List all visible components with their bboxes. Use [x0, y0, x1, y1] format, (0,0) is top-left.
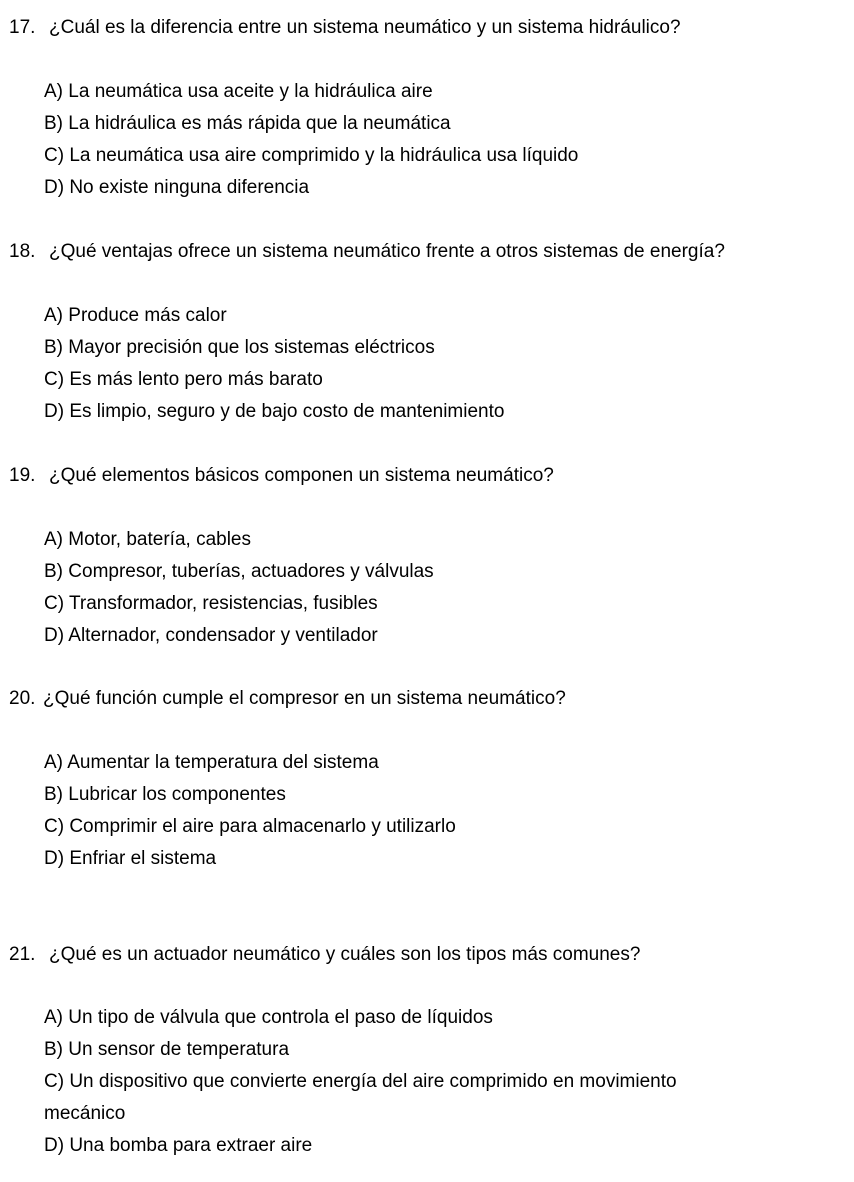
question-line — [9, 240, 725, 264]
question-line — [9, 687, 566, 711]
option-b: B) Un sensor de temperatura — [44, 1039, 290, 1060]
question-text: ¿Qué es un actuador neumático y cuáles son los tipos más comunes? — [49, 944, 641, 965]
question-text: ¿Qué ventajas ofrece un sistema neumático frente a otros sistemas de energía? — [49, 241, 725, 262]
option-c: C) Comprimir el aire para almacenarlo y utilizarlo — [44, 816, 456, 837]
question-number: 18. — [9, 241, 36, 262]
option-c: C) Transformador, resistencias, fusibles — [44, 593, 378, 614]
option-a: A) Produce más calor — [44, 305, 227, 326]
question-line — [9, 464, 554, 488]
option-d: D) No existe ninguna diferencia — [44, 177, 310, 198]
option-c: C) Es más lento pero más barato — [44, 369, 323, 390]
option-c: C) La neumática usa aire comprimido y la hidráulica usa líquido — [44, 145, 579, 166]
option-d: D) Enfriar el sistema — [44, 848, 217, 869]
question-number: 20. — [9, 688, 36, 709]
question-line — [9, 943, 640, 967]
option-a: A) Aumentar la temperatura del sistema — [44, 752, 379, 773]
question-text: ¿Cuál es la diferencia entre un sistema neumático y un sistema hidráulico? — [49, 17, 681, 38]
option-b: B) Compresor, tuberías, actuadores y válvulas — [44, 561, 434, 582]
option-c-continuation: mecánico — [44, 1103, 126, 1124]
option-b: B) Mayor precisión que los sistemas eléctricos — [44, 337, 435, 358]
option-b: B) La hidráulica es más rápida que la neumática — [44, 113, 451, 134]
question-line — [9, 16, 681, 40]
option-d: D) Alternador, condensador y ventilador — [44, 625, 378, 646]
question-number: 21. — [9, 944, 36, 965]
option-c: C) Un dispositivo que convierte energía del aire comprimido en movimiento — [44, 1071, 677, 1092]
option-b: B) Lubricar los componentes — [44, 784, 286, 805]
option-a: A) Motor, batería, cables — [44, 529, 251, 550]
option-a: A) Un tipo de válvula que controla el paso de líquidos — [44, 1007, 493, 1028]
question-text: ¿Qué elementos básicos componen un sistema neumático? — [49, 465, 554, 486]
question-number: 19. — [9, 465, 36, 486]
question-number: 17. — [9, 17, 36, 38]
option-d: D) Una bomba para extraer aire — [44, 1135, 313, 1156]
option-d: D) Es limpio, seguro y de bajo costo de mantenimiento — [44, 401, 505, 422]
question-text: ¿Qué función cumple el compresor en un sistema neumático? — [43, 688, 566, 709]
option-a: A) La neumática usa aceite y la hidráulica aire — [44, 81, 433, 102]
